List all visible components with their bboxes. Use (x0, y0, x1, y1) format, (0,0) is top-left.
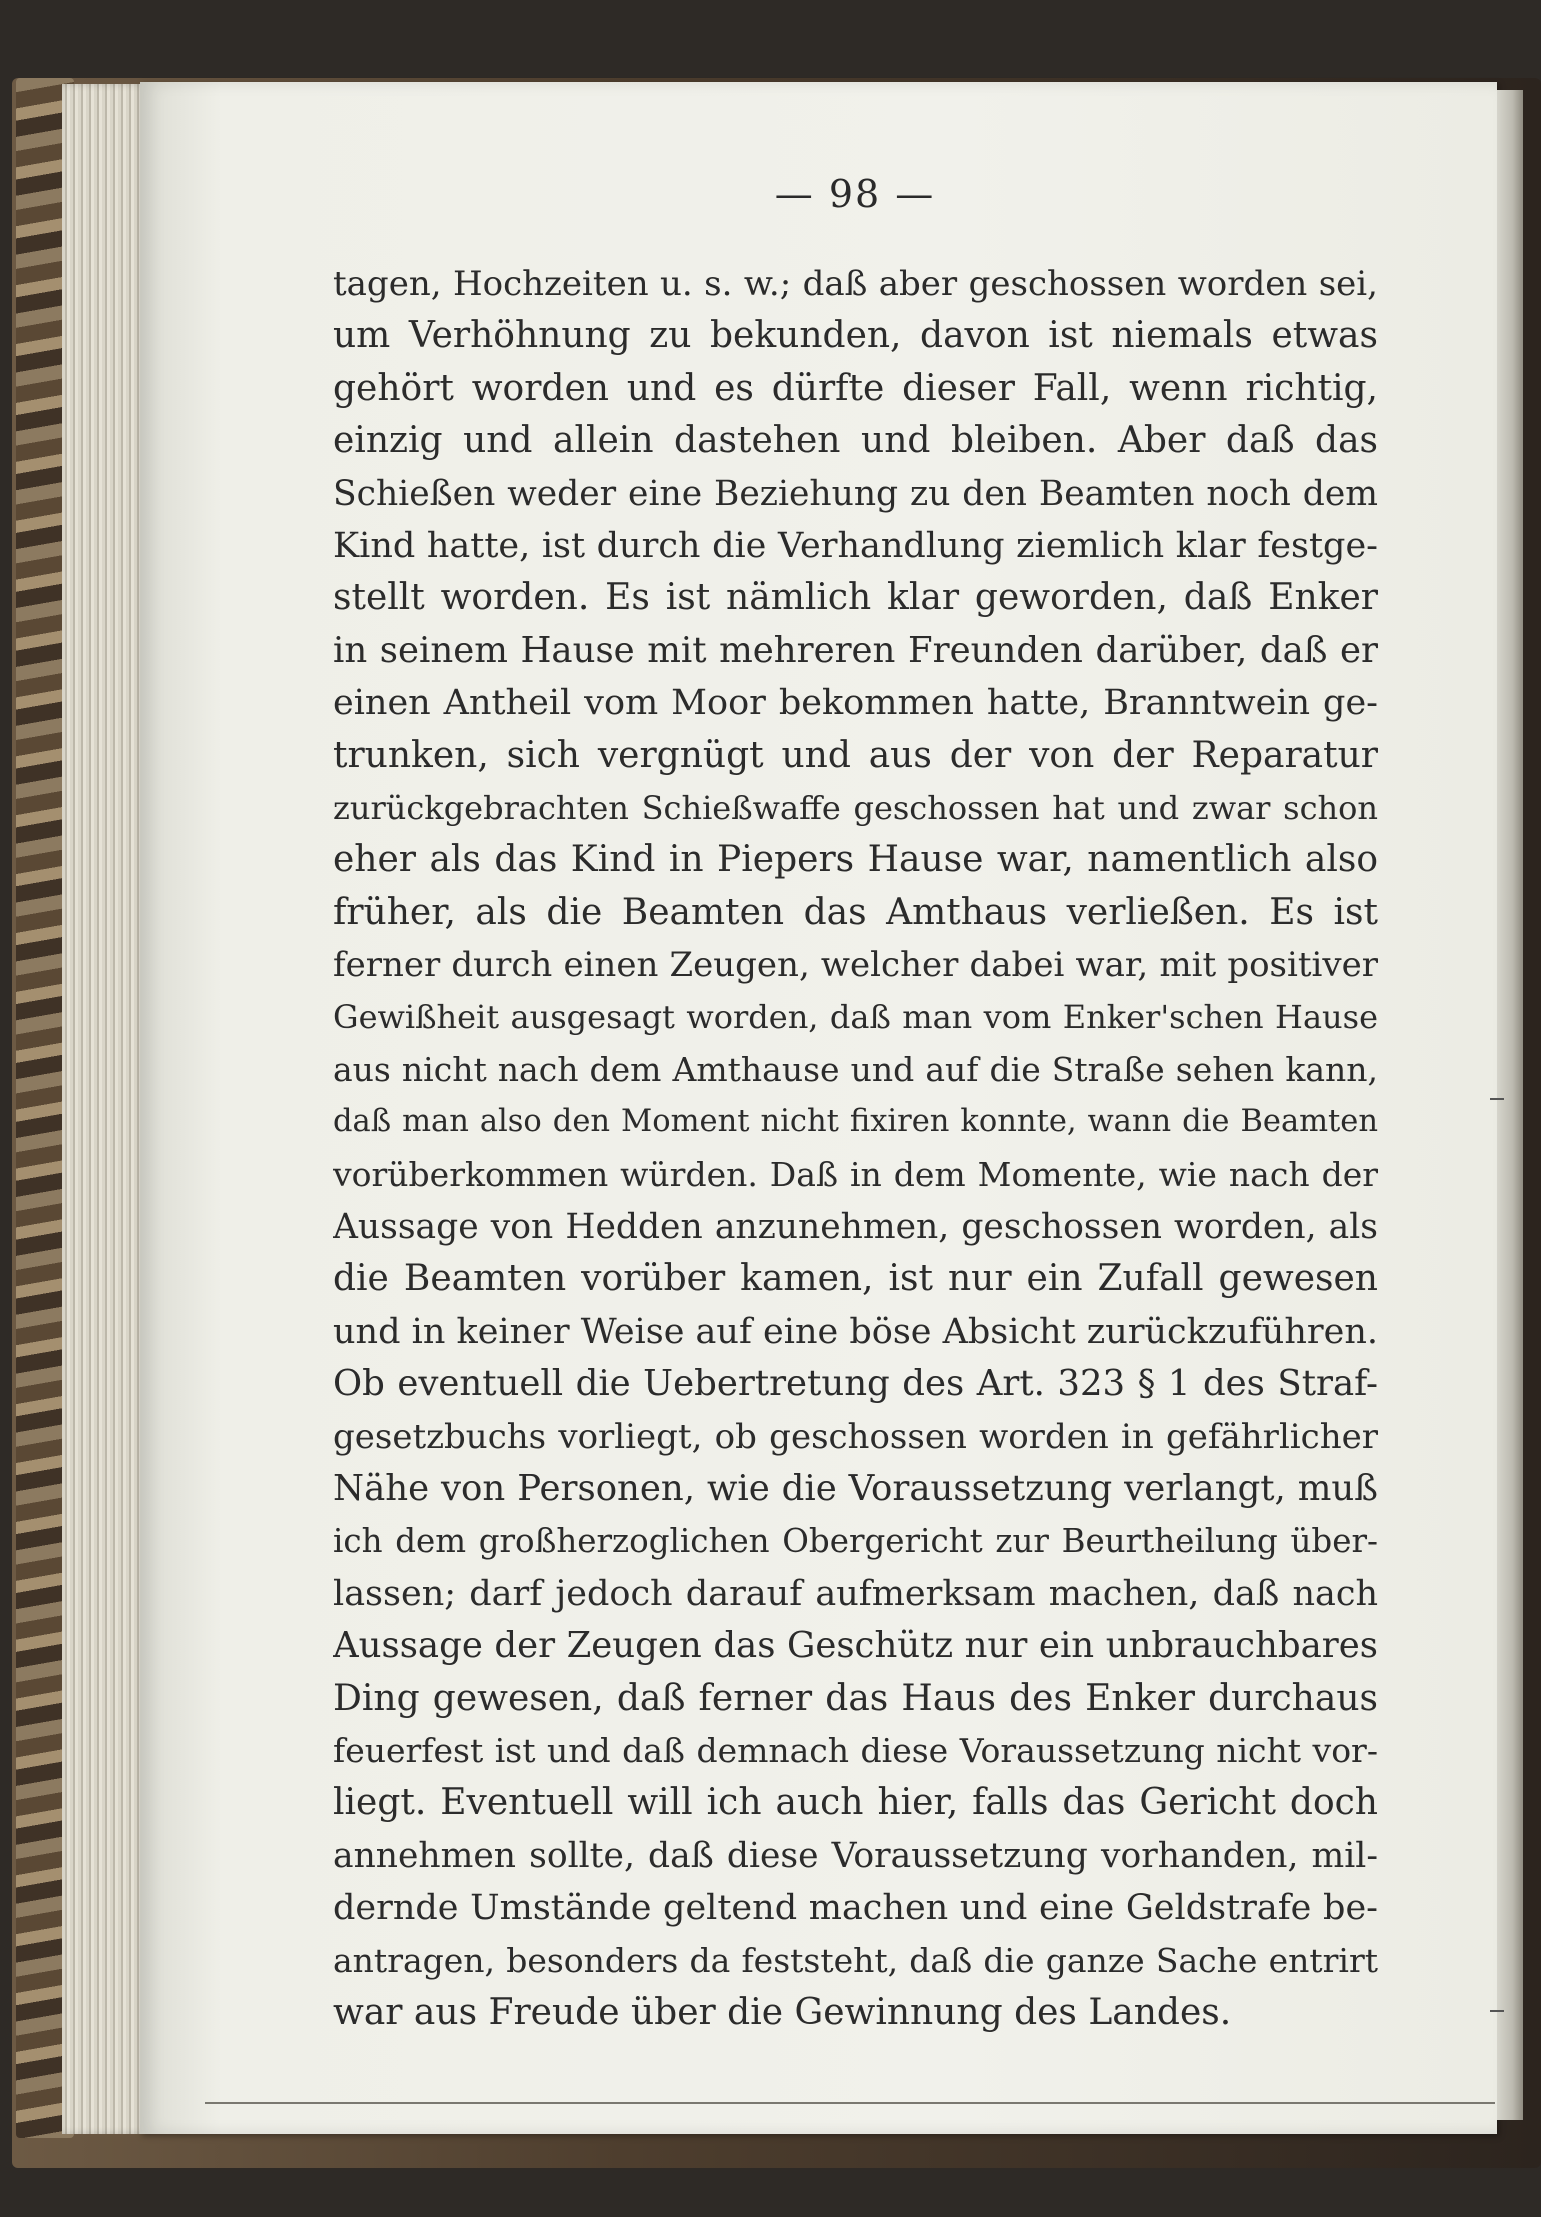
text-line: war aus Freude über die Gewinnung des Landes. (333, 1991, 1232, 2033)
text-line: ich dem großherzoglichen Obergericht zur Beurtheilung über- (333, 1522, 1378, 1561)
text-line: einen Antheil vom Moor bekommen hatte, Branntwein ge- (333, 683, 1378, 724)
text-line: früher, als die Beamten das Amthaus verließen. Es ist (333, 891, 1378, 933)
text-line: Aussage von Hedden anzunehmen, geschossen worden, als (333, 1207, 1378, 1248)
text-line: annehmen sollte, daß diese Voraussetzung vorhanden, mil- (333, 1835, 1378, 1876)
text-line: zurückgebrachten Schießwaffe geschossen hat und zwar schon (333, 788, 1378, 827)
text-line: gesetzbuchs vorliegt, ob geschossen worden in gefährlicher (333, 1416, 1378, 1457)
text-line: Ob eventuell die Uebertretung des Art. 323 § 1 des Straf- (333, 1363, 1378, 1405)
text-line: eher als das Kind in Piepers Hause war, namentlich also (333, 839, 1378, 881)
text-line: feuerfest ist und daß demnach diese Voraussetzung nicht vor- (333, 1730, 1378, 1770)
text-line: tagen, Hochzeiten u. s. w.; daß aber geschossen worden sei, (333, 264, 1378, 304)
text-line: ferner durch einen Zeugen, welcher dabei war, mit positiver (333, 945, 1378, 986)
text-line: trunken, sich vergnügt und aus der von der Reparatur (333, 734, 1378, 776)
text-line: daß man also den Moment nicht fixiren konnte, wann die Beamten (333, 1104, 1378, 1140)
text-line: aus nicht nach dem Amthause und auf die Straße sehen kann, (333, 1049, 1378, 1089)
body-text (333, 258, 1378, 2039)
text-line: Aussage der Zeugen das Geschütz nur ein unbrauchbares (333, 1625, 1378, 1667)
text-line: Schießen weder eine Beziehung zu den Beamten noch dem (333, 473, 1378, 514)
text-line: Gewißheit ausgesagt worden, daß man vom Enker'schen Hause (333, 998, 1378, 1037)
text-line: Ding gewesen, daß ferner das Haus des Enker durchaus (333, 1677, 1378, 1719)
text-line: vorüberkommen würden. Daß in dem Momente, wie nach der (333, 1154, 1378, 1194)
text-line: und in keiner Weise auf eine böse Absicht zurückzuführen. (333, 1311, 1378, 1352)
text-line: liegt. Eventuell will ich auch hier, falls das Gericht doch (333, 1782, 1378, 1824)
text-line: dernde Umstände geltend machen und eine Geldstrafe be- (333, 1888, 1378, 1929)
page-fore-edge (1497, 90, 1523, 2120)
margin-mark (1490, 2010, 1504, 2012)
text-line: Kind hatte, ist durch die Verhandlung ziemlich klar festge- (333, 525, 1378, 566)
text-line: die Beamten vorüber kamen, ist nur ein Zufall gewesen (333, 1258, 1378, 1300)
text-line: um Verhöhnung zu bekunden, davon ist niemals etwas (333, 315, 1378, 357)
text-line: stellt worden. Es ist nämlich klar geworden, daß Enker (333, 577, 1378, 619)
text-line: in seinem Hause mit mehreren Freunden darüber, daß er (333, 629, 1378, 671)
text-line: lassen; darf jedoch darauf aufmerksam machen, daß nach (333, 1573, 1378, 1614)
text-line: einzig und allein dastehen und bleiben. Aber daß das (333, 420, 1378, 462)
margin-mark (1490, 1098, 1504, 1100)
page-bottom-line (205, 2102, 1495, 2104)
text-line: antragen, besonders da feststeht, daß die ganze Sache entrirt (333, 1940, 1378, 1980)
text-line: Nähe von Personen, wie die Voraussetzung verlangt, muß (333, 1467, 1378, 1509)
page-number: — 98 — (774, 172, 936, 216)
text-line: gehört worden und es dürfte dieser Fall, wenn richtig, (333, 367, 1378, 409)
